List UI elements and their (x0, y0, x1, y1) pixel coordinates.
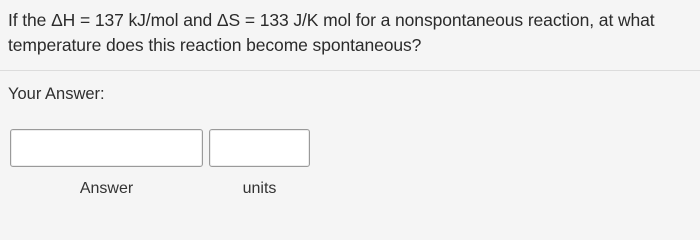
answer-input[interactable] (10, 129, 203, 167)
units-input[interactable] (209, 129, 310, 167)
section-divider (0, 70, 700, 71)
your-answer-label: Your Answer: (8, 85, 105, 103)
answer-caption: Answer (79, 180, 134, 197)
question-text: If the ΔH = 137 kJ/mol and ΔS = 133 J/K mol for a nonspontaneous reaction, at what temperature does this reaction become spontaneous? (8, 10, 655, 55)
units-caption: units (242, 180, 277, 197)
